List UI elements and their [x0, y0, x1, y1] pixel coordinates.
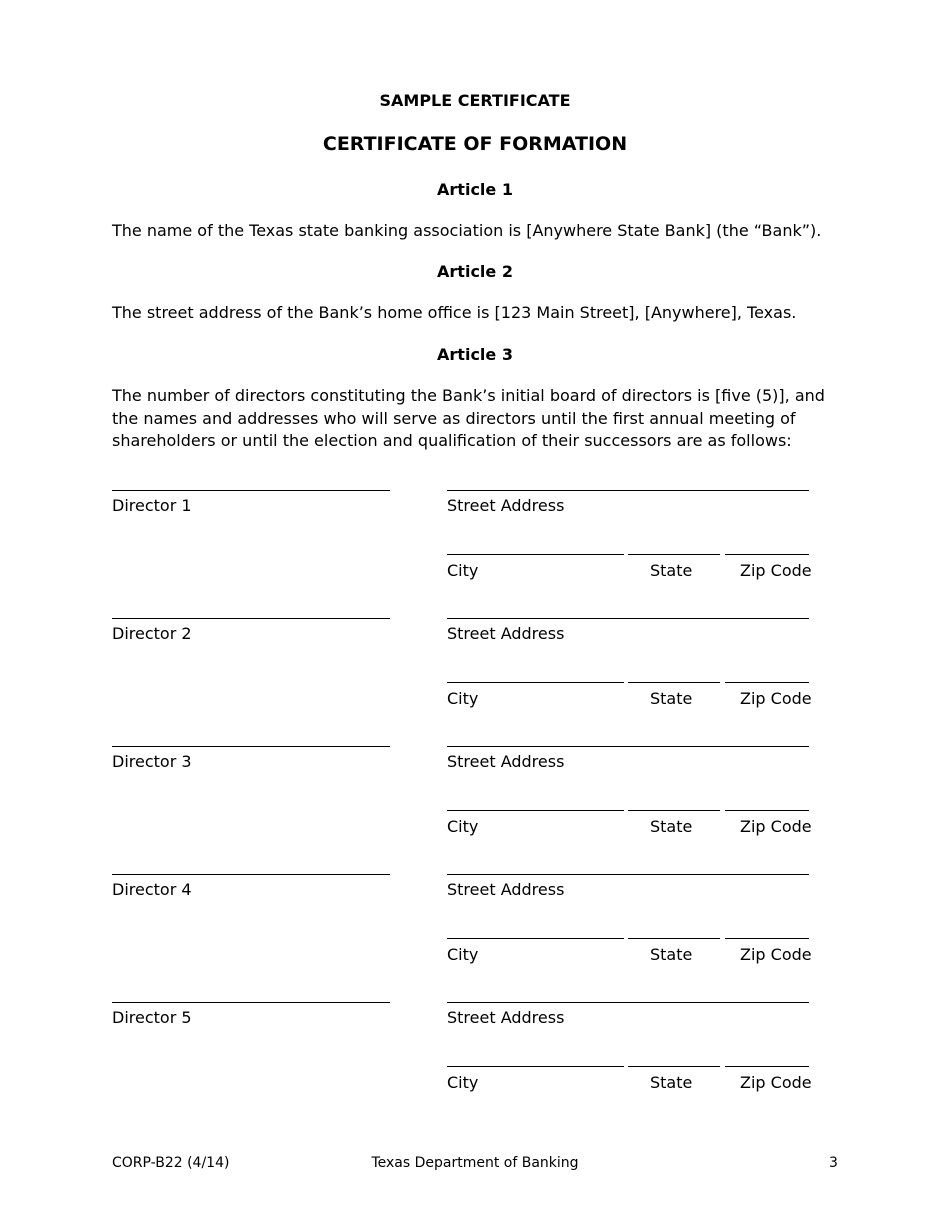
- footer-page-number: 3: [829, 1155, 838, 1171]
- street-address-line[interactable]: [447, 874, 809, 875]
- zip-code-label: Zip Code: [740, 561, 812, 580]
- article-1-heading: Article 1: [437, 180, 513, 199]
- article-3-heading: Article 3: [437, 345, 513, 364]
- director-name-label: Director 3: [112, 752, 192, 771]
- state-label: State: [650, 561, 693, 580]
- city-line[interactable]: [447, 554, 624, 555]
- state-line[interactable]: [628, 810, 720, 811]
- street-address-label: Street Address: [447, 1008, 565, 1027]
- footer-department: Texas Department of Banking: [371, 1155, 579, 1171]
- zip-code-line[interactable]: [725, 810, 809, 811]
- street-address-line[interactable]: [447, 1002, 809, 1003]
- director-name-line[interactable]: [112, 618, 390, 619]
- article-3-text: The number of directors constituting the Bank’s initial board of directors is [five (5)], and the names and addresses who will serve as directors until the first annual meeting of shareholders or until the election and qualification of their successors are as follows:: [112, 386, 825, 450]
- director-name-label: Director 1: [112, 496, 192, 515]
- article-1-text: The name of the Texas state banking association is [Anywhere State Bank] (the “Bank”).: [112, 221, 822, 240]
- state-line[interactable]: [628, 554, 720, 555]
- zip-code-label: Zip Code: [740, 945, 812, 964]
- state-label: State: [650, 1073, 693, 1092]
- city-line[interactable]: [447, 938, 624, 939]
- director-name-line[interactable]: [112, 490, 390, 491]
- street-address-line[interactable]: [447, 618, 809, 619]
- city-label: City: [447, 561, 479, 580]
- zip-code-label: Zip Code: [740, 1073, 812, 1092]
- director-name-line[interactable]: [112, 874, 390, 875]
- street-address-label: Street Address: [447, 624, 565, 643]
- street-address-label: Street Address: [447, 752, 565, 771]
- state-label: State: [650, 817, 693, 836]
- document-title: CERTIFICATE OF FORMATION: [322, 133, 628, 155]
- state-line[interactable]: [628, 682, 720, 683]
- city-label: City: [447, 689, 479, 708]
- zip-code-line[interactable]: [725, 554, 809, 555]
- city-line[interactable]: [447, 682, 624, 683]
- state-label: State: [650, 945, 693, 964]
- street-address-line[interactable]: [447, 490, 809, 491]
- city-label: City: [447, 945, 479, 964]
- director-name-line[interactable]: [112, 746, 390, 747]
- state-line[interactable]: [628, 1066, 720, 1067]
- director-name-label: Director 5: [112, 1008, 192, 1027]
- city-line[interactable]: [447, 1066, 624, 1067]
- footer-form-id: CORP-B22 (4/14): [112, 1155, 230, 1171]
- zip-code-line[interactable]: [725, 1066, 809, 1067]
- article-2-heading: Article 2: [437, 262, 513, 281]
- state-label: State: [650, 689, 693, 708]
- director-name-label: Director 2: [112, 624, 192, 643]
- zip-code-label: Zip Code: [740, 689, 812, 708]
- street-address-label: Street Address: [447, 496, 565, 515]
- director-name-label: Director 4: [112, 880, 192, 899]
- article-2-text: The street address of the Bank’s home office is [123 Main Street], [Anywhere], Texas.: [112, 303, 797, 322]
- street-address-label: Street Address: [447, 880, 565, 899]
- zip-code-line[interactable]: [725, 938, 809, 939]
- zip-code-label: Zip Code: [740, 817, 812, 836]
- city-label: City: [447, 817, 479, 836]
- director-name-line[interactable]: [112, 1002, 390, 1003]
- city-label: City: [447, 1073, 479, 1092]
- sample-certificate-label: SAMPLE CERTIFICATE: [379, 91, 571, 110]
- city-line[interactable]: [447, 810, 624, 811]
- street-address-line[interactable]: [447, 746, 809, 747]
- zip-code-line[interactable]: [725, 682, 809, 683]
- state-line[interactable]: [628, 938, 720, 939]
